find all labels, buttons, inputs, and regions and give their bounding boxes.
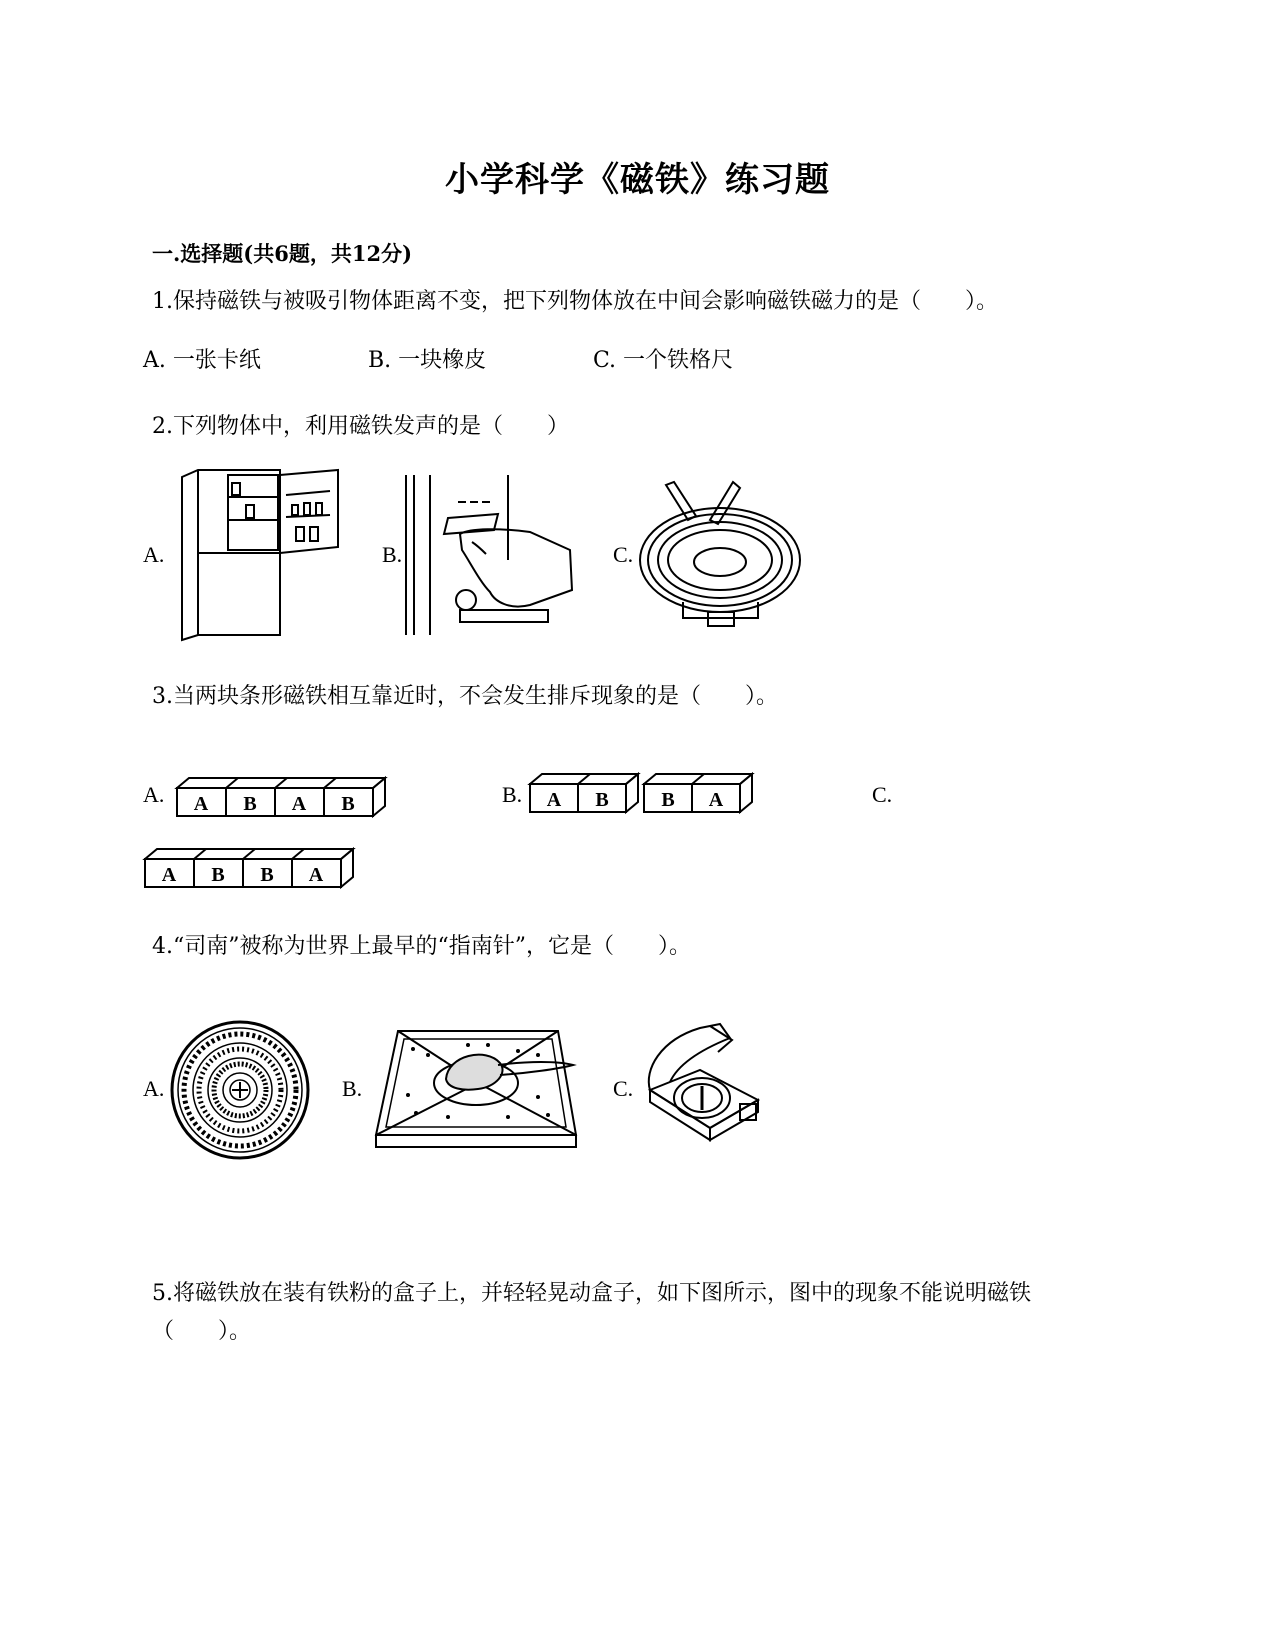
q2-option-b-label[interactable]: B. — [382, 542, 403, 567]
q1-option-a[interactable]: A. 一张卡纸 — [143, 348, 261, 373]
modern-compass-image — [640, 1020, 765, 1155]
q4-option-b-label[interactable]: B. — [342, 1076, 363, 1101]
question-1-text: 1.保持磁铁与被吸引物体距离不变，把下列物体放在中间会影响磁铁磁力的是（ ）。 — [152, 289, 998, 314]
speaker-image — [638, 480, 808, 630]
magnet-pole-label: A — [193, 793, 209, 815]
q2-option-c-label[interactable]: C. — [613, 542, 634, 567]
door-card-reader-image — [400, 470, 580, 640]
q1-option-c[interactable]: C. 一个铁格尺 — [593, 348, 734, 373]
question-2-text: 2.下列物体中，利用磁铁发声的是（ ） — [152, 414, 569, 439]
bar-magnet-pair-a — [175, 774, 395, 822]
refrigerator-image — [170, 465, 345, 645]
magnet-pole-label: A — [308, 864, 324, 886]
q2-option-a-label[interactable]: A. — [143, 542, 165, 567]
section-heading: 一.选择题(共6题，共12分) — [152, 241, 413, 266]
sinan-spoon-image — [368, 1025, 583, 1155]
bar-magnet-pair-c — [143, 845, 363, 893]
bar-magnet-pair-b — [528, 770, 768, 818]
question-5-text: 5.将磁铁放在装有铁粉的盒子上，并轻轻晃动盒子，如下图所示，图中的现象不能说明磁铁（ ）。 — [152, 1281, 1031, 1344]
magnet-pole-label: B — [243, 793, 257, 815]
q3-option-a-label[interactable]: A. — [143, 782, 165, 807]
magnet-pole-label: B — [595, 789, 609, 811]
question-3-text: 3.当两块条形磁铁相互靠近时，不会发生排斥现象的是（ ）。 — [152, 684, 778, 709]
q4-option-c-label[interactable]: C. — [613, 1076, 634, 1101]
magnet-pole-label: A — [546, 789, 562, 811]
magnet-pole-label: A — [161, 864, 177, 886]
magnet-pole-label: B — [661, 789, 675, 811]
magnet-pole-label: A — [291, 793, 307, 815]
magnet-pole-label: A — [708, 789, 724, 811]
magnet-pole-label: B — [211, 864, 225, 886]
question-4-text: 4.“司南”被称为世界上最早的“指南针”，它是（ ）。 — [152, 934, 691, 959]
page-title: 小学科学《磁铁》练习题 — [445, 160, 830, 200]
q1-option-b[interactable]: B. 一块橡皮 — [368, 348, 487, 373]
magnet-pole-label: B — [341, 793, 355, 815]
q3-option-b-label[interactable]: B. — [502, 782, 523, 807]
q4-option-a-label[interactable]: A. — [143, 1076, 165, 1101]
magnet-pole-label: B — [260, 864, 274, 886]
q3-option-c-label[interactable]: C. — [872, 782, 893, 807]
luopan-compass-image — [170, 1020, 312, 1162]
